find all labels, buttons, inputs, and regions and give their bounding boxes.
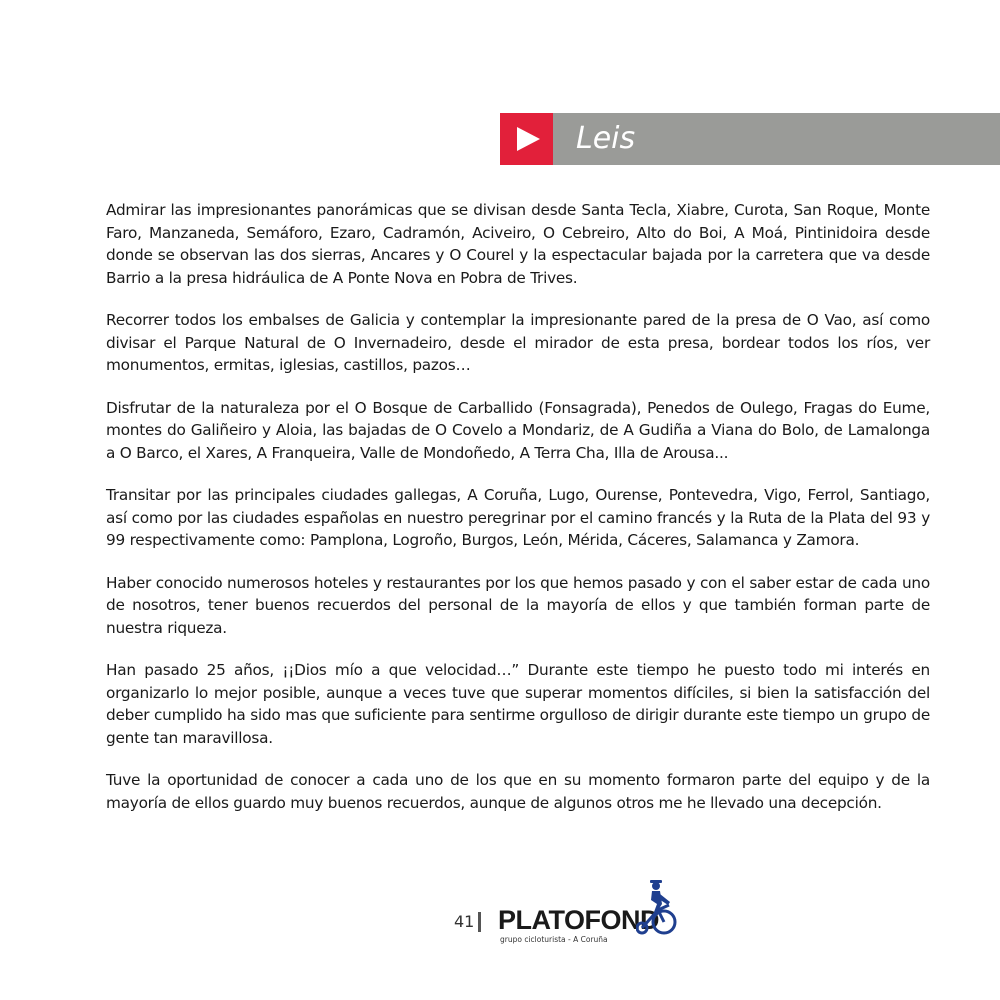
paragraph: Disfrutar de la naturaleza por el O Bosque de Carballido (Fonsagrada), Penedos de Oulego, Fragas do Eume, montes do Galiñeiro y Aloia, las bajadas de O Covelo a Mondariz, de A Gudiña a Viana do Bolo, de Lamalonga a O Barco, el Xares, A Franqueira, Valle de Mondoñedo, A Terra Cha, Illa de Arousa... [106,398,930,462]
page-number-divider [478,912,481,932]
paragraph: Han pasado 25 años, ¡¡Dios mío a que velocidad…” Durante este tiempo he puesto todo mi interés en organizarlo lo mejor posible, aunque a veces tuve que superar momentos difíciles, si bien la satisfacción del deber cumplido ha sido mas que suficiente para sentirme orgulloso de dirigir durante este tiempo un grupo de gente tan maravillosa. [106,661,930,747]
page-number: 41 [454,912,475,931]
paragraph: Haber conocido numerosos hoteles y restaurantes por los que hemos pasado y con el saber estar de cada uno de nosotros, tener buenos recuerdos del personal de la mayoría de ellos y que también forman parte de nuestra riqueza. [106,573,930,637]
paragraph: Transitar por las principales ciudades gallegas, A Coruña, Lugo, Ourense, Pontevedra, Vigo, Ferrol, Santiago, así como por las ciudades españolas en nuestro peregrinar por el camino francés y la Ruta de la Plata del 93 y 99 respectivamente como: Pamplona, Logroño, Burgos, León, Mérida, Cáceres, Salamanca y Zamora. [106,486,930,549]
body-text [106,199,930,834]
section-title: Leis [576,121,636,156]
section-header-accent [500,113,553,165]
brand-tagline: grupo cicloturista - A Coruña [500,935,608,944]
page-footer [454,878,694,948]
section-header-bar [500,113,1000,165]
play-icon [515,126,541,152]
cyclist-icon [636,878,680,936]
paragraph: Admirar las impresionantes panorámicas que se divisan desde Santa Tecla, Xiabre, Curota, San Roque, Monte Faro, Manzaneda, Semáforo, Ezaro, Cadramón, Aciveiro, O Cebreiro, Alto do Boi, A Moá, Pintinidoira desde donde se observan las dos sierras, Ancares y O Courel y la espectacular bajada por la carretera que va desde Barrio a la presa hidráulica de A Ponte Nova en Pobra de Trives. [106,201,930,287]
paragraph: Tuve la oportunidad de conocer a cada uno de los que en su momento formaron parte del equipo y de la mayoría de ellos guardo muy buenos recuerdos, aunque de algunos otros me he llevado una decepción. [106,771,930,812]
brand-logo-text: PLATOFOND [498,905,659,935]
paragraph: Recorrer todos los embalses de Galicia y contemplar la impresionante pared de la presa de O Vao, así como divisar el Parque Natural de O Invernadeiro, desde el mirador de esta presa, bordear todos los ríos, ver monumentos, ermitas, iglesias, castillos, pazos… [106,311,930,374]
